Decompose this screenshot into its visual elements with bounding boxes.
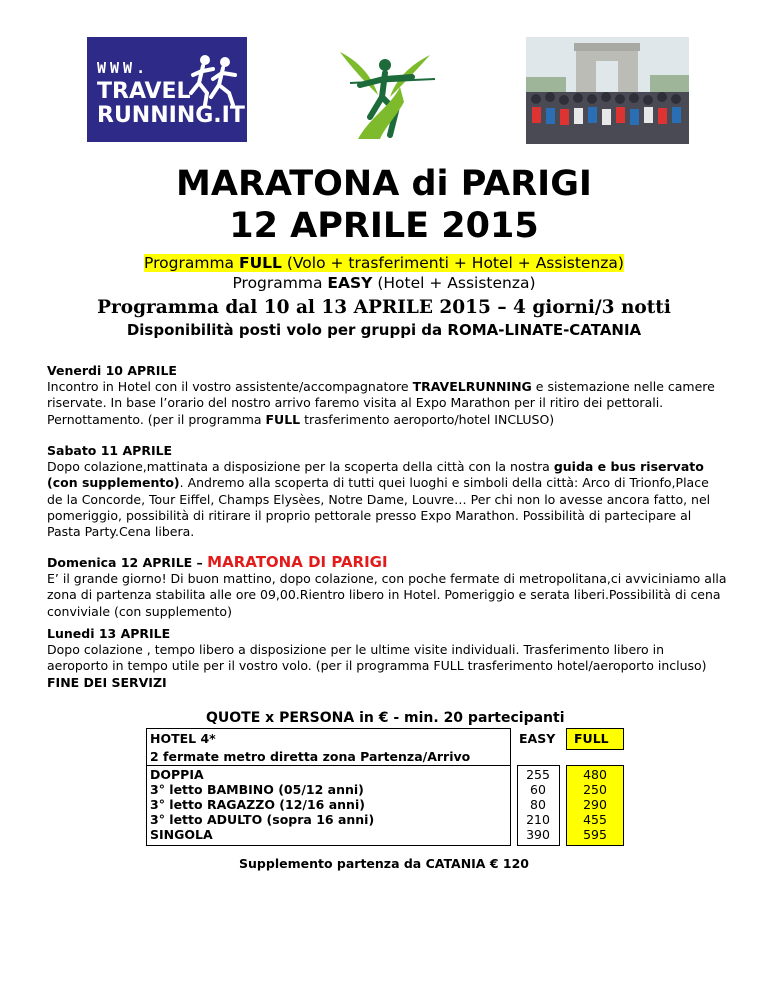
- row-easy-value: 390: [526, 827, 550, 842]
- col-full-header: FULL: [574, 731, 609, 746]
- day-title-lunedi: Lunedi 13 APRILE: [47, 626, 171, 641]
- row-easy-value: 210: [526, 812, 550, 827]
- runners-icon: [189, 53, 241, 113]
- arc-de-triomphe-marathon-photo: [526, 37, 689, 144]
- row-easy-value: 80: [530, 797, 546, 812]
- row-full-value: 250: [583, 782, 607, 797]
- program-full-line: Programma FULL (Volo + trasferimenti + Hotel + Assistenza): [144, 254, 624, 272]
- hotel-label: HOTEL 4*: [150, 731, 216, 746]
- marathon-runner-logo: [330, 47, 440, 142]
- availability-heading: Disponibilità posti volo per gruppi da ROMA-LINATE-CATANIA: [126, 321, 642, 339]
- dates-heading: Programma dal 10 al 13 APRILE 2015 – 4 giorni/3 notti: [97, 297, 671, 318]
- day-title-venerdi: Venerdi 10 APRILE: [47, 363, 177, 378]
- program-easy-line: Programma EASY (Hotel + Assistenza): [232, 274, 536, 292]
- catania-supplement-note: Supplemento partenza da CATANIA € 120: [239, 856, 529, 871]
- row-easy-value: 60: [530, 782, 546, 797]
- logo-running-text: RUNNING.IT: [97, 103, 245, 128]
- logo-www-text: WWW.: [97, 59, 150, 77]
- row-label: 3° letto BAMBINO (05/12 anni): [150, 782, 364, 797]
- day-text-lunedi: Dopo colazione , tempo libero a disposizione per le ultime visite individuali. Trasferimento libero in aeroporto in tempo utile per il vostro volo. (per il programma FULL trasferimento hotel/aeroporto incluso) FINE DEI SERVIZI: [47, 642, 707, 690]
- row-full-value: 290: [583, 797, 607, 812]
- marathon-label: MARATONA DI PARIGI: [207, 553, 388, 571]
- col-easy-header: EASY: [519, 731, 556, 746]
- row-full-value: 480: [583, 767, 607, 782]
- row-full-value: 455: [583, 812, 607, 827]
- day-title-sabato: Sabato 11 APRILE: [47, 443, 173, 458]
- day-text-sabato: Dopo colazione,mattinata a disposizione per la scoperta della città con la nostra guida e bus riservato (con supplemento). Andremo alla scoperta di tutti quei luoghi e simboli della città: Arco di Trionfo,Place de la Concorde, Tour Eiffel, Champs Elysèes, Notre Dame, Louvre… Per chi non lo avesse ancora fatto, nel pomeriggio, possibilità di ritirare il proprio pettorale presso Expo Marathon. Possibilità di partecipare al Pasta Party.Cena libera.: [47, 459, 711, 540]
- page-title: MARATONA di PARIGI: [176, 164, 592, 204]
- row-label: 3° letto ADULTO (sopra 16 anni): [150, 812, 375, 827]
- logo-travel-text: TRAVEL: [97, 79, 191, 104]
- row-label: SINGOLA: [150, 827, 213, 842]
- quotes-title: QUOTE x PERSONA in € - min. 20 partecipanti: [206, 710, 565, 726]
- travelrunning-logo: [87, 37, 247, 142]
- row-label: 3° letto RAGAZZO (12/16 anni): [150, 797, 365, 812]
- row-easy-value: 255: [526, 767, 550, 782]
- row-label: DOPPIA: [150, 767, 204, 782]
- hotel-note: 2 fermate metro diretta zona Partenza/Arrivo: [150, 749, 471, 764]
- day-text-domenica: E’ il grande giorno! Di buon mattino, dopo colazione, con poche fermate di metropolitana,ci avviciniamo alla zona di partenza stabilita alle ore 09,00.Rientro libero in Hotel. Pomeriggio e serata liberi.Possibilità di cena conviviale (con supplemento): [47, 571, 727, 619]
- row-full-value: 595: [583, 827, 607, 842]
- page-date-title: 12 APRILE 2015: [229, 206, 539, 246]
- day-text-venerdi: Incontro in Hotel con il vostro assistente/accompagnatore TRAVELRUNNING e sistemazione nelle camere riservate. In base l’orario del nostro arrivo faremo visita al Expo Marathon per il ritiro dei pettorali. Pernottamento. (per il programma FULL trasferimento aeroporto/hotel INCLUSO): [47, 379, 715, 427]
- day-title-domenica: Domenica 12 APRILE – MARATONA DI PARIGI: [47, 553, 388, 571]
